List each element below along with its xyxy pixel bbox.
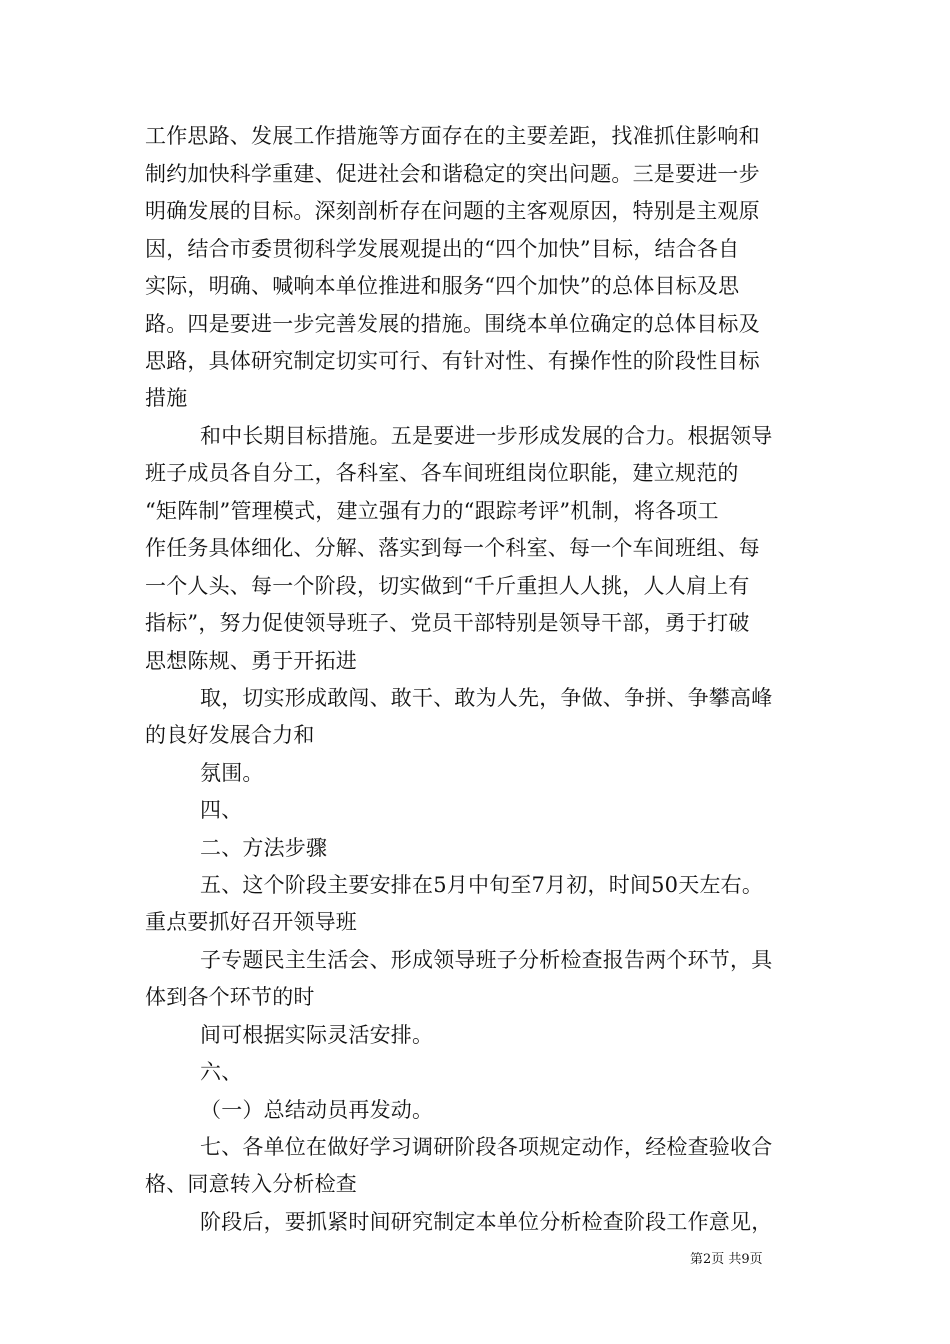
text-line: 路。四是要进一步完善发展的措施。围绕本单位确定的总体目标及	[145, 312, 760, 336]
text-line: 思路，具体研究制定切实可行、有针对性、有操作性的阶段性目标	[145, 349, 760, 373]
text-line: 和中长期目标措施。五是要进一步形成发展的合力。根据领导	[200, 424, 773, 448]
text-line: 取，切实形成敢闯、敢干、敢为人先，争做、争拼、争攀高峰	[200, 686, 773, 710]
text-line: 明确发展的目标。深刻剖析存在问题的主客观原因，特别是主观原	[145, 199, 760, 223]
text-line: 的良好发展合力和	[145, 723, 315, 747]
text-line: 重点要抓好召开领导班	[145, 910, 357, 934]
text-line: 七、各单位在做好学习调研阶段各项规定动作，经检查验收合	[200, 1135, 773, 1159]
subsection-heading: （一）总结动员再发动。	[200, 1098, 434, 1122]
text-line: 制约加快科学重建、促进社会和谐稳定的突出问题。三是要进一步	[145, 162, 760, 186]
text-line: 思想陈规、勇于开拓进	[145, 649, 357, 673]
text-line: 五、这个阶段主要安排在5月中旬至7月初，时间50天左右。	[200, 873, 764, 897]
text-line: 间可根据实际灵活安排。	[200, 1023, 434, 1047]
page-number: 第2页 共9页	[690, 1252, 763, 1267]
text-line: “矩阵制”管理模式，建立强有力的“跟踪考评”机制，将各项工	[145, 499, 719, 523]
text-line: 班子成员各自分工，各科室、各车间班组岗位职能，建立规范的	[145, 461, 739, 485]
text-line: 实际，明确、喊响本单位推进和服务“四个加快”的总体目标及思	[145, 274, 740, 298]
text-line: 因，结合市委贯彻科学发展观提出的“四个加快”目标，结合各自	[145, 237, 740, 261]
text-line: 格、同意转入分析检查	[145, 1172, 357, 1196]
text-line: 六、	[200, 1060, 243, 1084]
text-line: 指标”，努力促使领导班子、党员干部特别是领导干部，勇于打破	[145, 611, 750, 635]
text-line: 体到各个环节的时	[145, 985, 315, 1009]
text-line: 氛围。	[200, 761, 264, 785]
text-line: 措施	[145, 386, 188, 410]
text-line: 阶段后，要抓紧时间研究制定本单位分析检查阶段工作意见，	[200, 1210, 773, 1234]
text-line: 一个人头、每一个阶段，切实做到“千斤重担人人挑，人人肩上有	[145, 574, 750, 598]
text-line: 工作思路、发展工作措施等方面存在的主要差距，找准抓住影响和	[145, 124, 760, 148]
text-line: 子专题民主生活会、形成领导班子分析检查报告两个环节，具	[200, 948, 773, 972]
section-heading: 二、方法步骤	[200, 836, 328, 860]
text-line: 四、	[200, 798, 243, 822]
text-line: 作任务具体细化、分解、落实到每一个科室、每一个车间班组、每	[145, 536, 760, 560]
